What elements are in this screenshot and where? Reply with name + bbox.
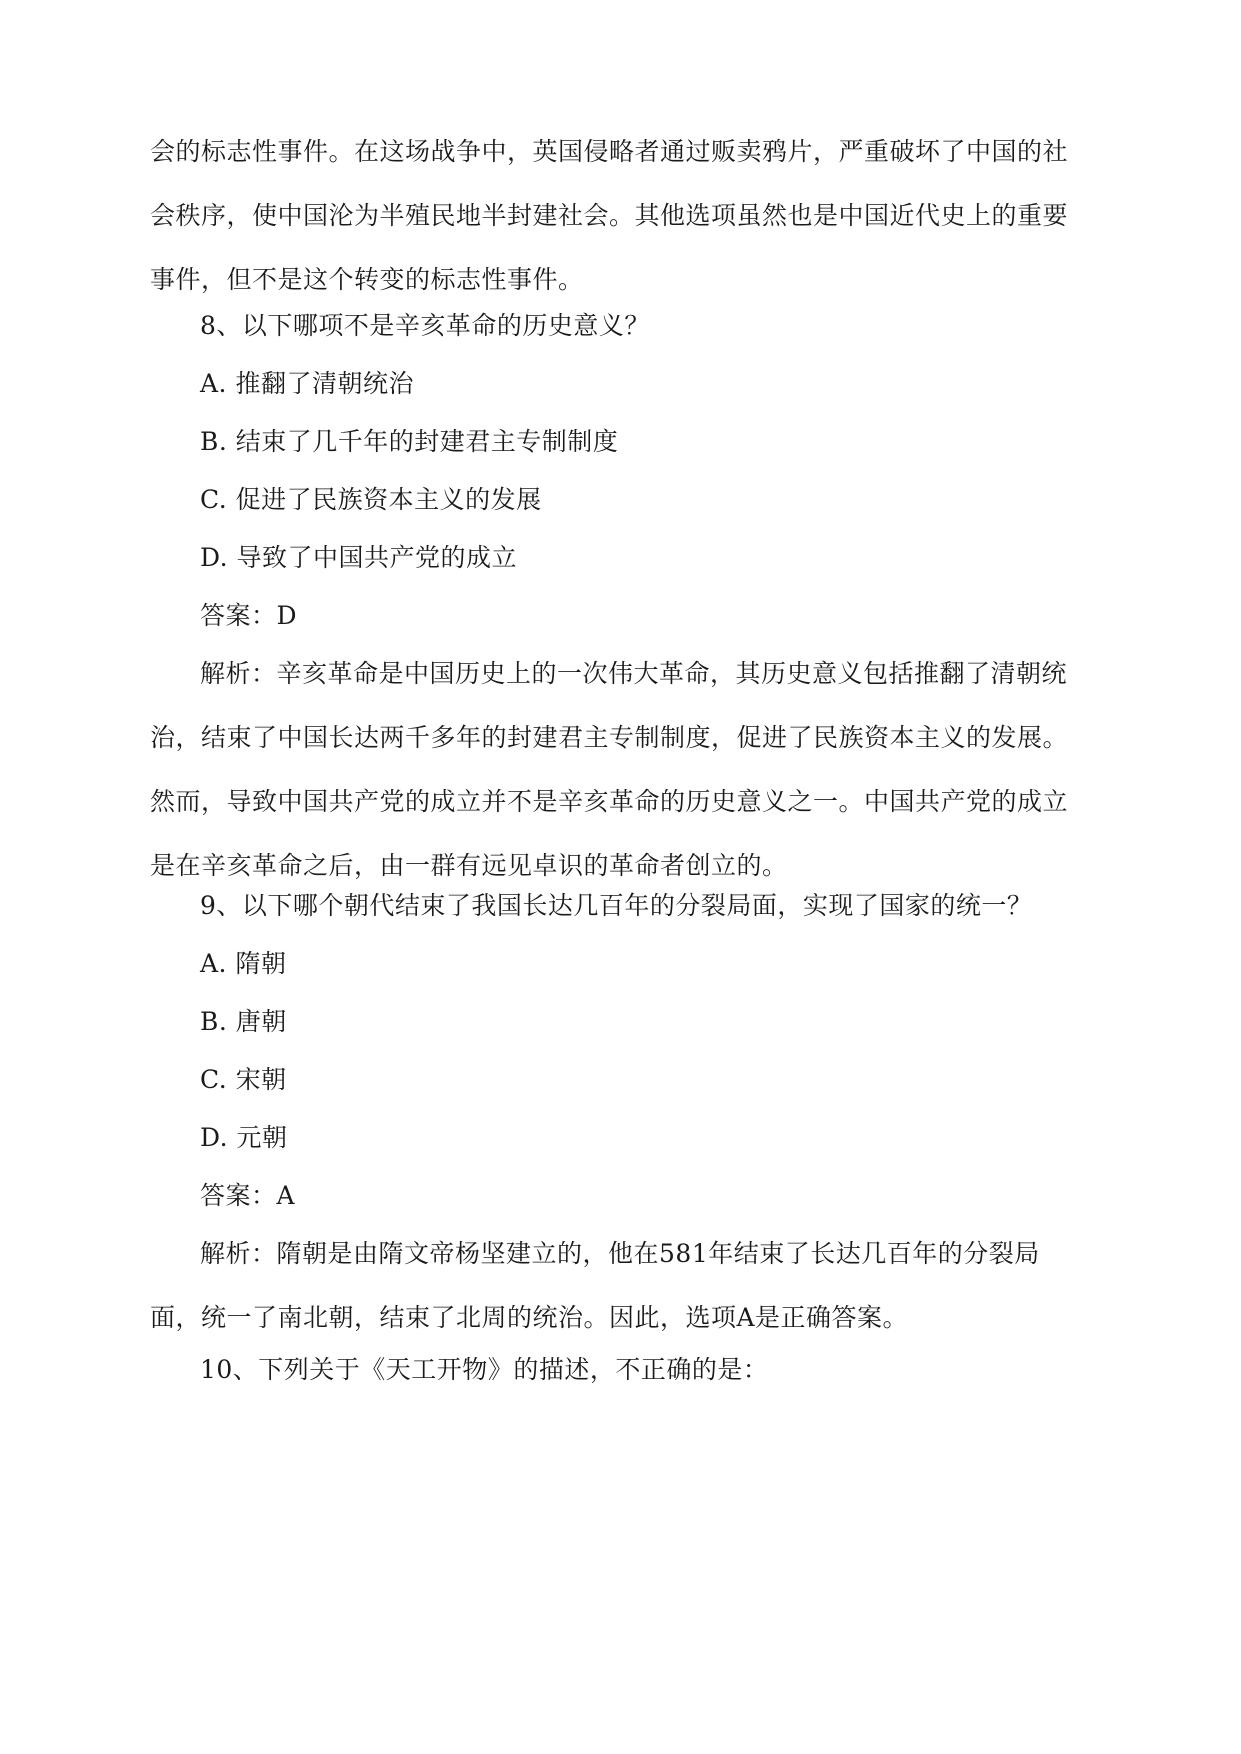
q8-option-c: C. 促进了民族资本主义的发展 bbox=[200, 485, 542, 514]
question-10: 10、下列关于《天工开物》的描述，不正确的是： bbox=[200, 1355, 769, 1384]
question-9: 9、以下哪个朝代结束了我国长达几百年的分裂局面，实现了国家的统一？ bbox=[200, 891, 1033, 920]
q9-option-d: D. 元朝 bbox=[200, 1123, 288, 1152]
q9-option-a: A. 隋朝 bbox=[200, 949, 287, 978]
q8-analysis: 解析：辛亥革命是中国历史上的一次伟大革命，其历史意义包括推翻了清朝统治，结束了中国长达两千多年的封建君主专制制度，促进了民族资本主义的发展。然而，导致中国共产党的成立并不是辛亥革命的历史意义之一。中国共产党的成立是在辛亥革命之后，由一群有远见卓识的革命者创立的。 bbox=[150, 659, 1069, 880]
q8-answer: 答案：D bbox=[200, 601, 298, 630]
q8-option-d: D. 导致了中国共产党的成立 bbox=[200, 543, 518, 572]
q9-option-c: C. 宋朝 bbox=[200, 1065, 287, 1094]
q9-analysis: 解析：隋朝是由隋文帝杨坚建立的，他在581年结束了长达几百年的分裂局面，统一了南北朝，结束了北周的统治。因此，选项A是正确答案。 bbox=[150, 1239, 1040, 1332]
q9-answer: 答案：A bbox=[200, 1181, 296, 1210]
q9-option-b: B. 唐朝 bbox=[200, 1007, 287, 1036]
question-8: 8、以下哪项不是辛亥革命的历史意义？ bbox=[200, 311, 650, 340]
q8-option-a: A. 推翻了清朝统治 bbox=[200, 369, 414, 398]
continued-paragraph: 会的标志性事件。在这场战争中，英国侵略者通过贩卖鸦片，严重破坏了中国的社会秩序，使中国沦为半殖民地半封建社会。其他选项虽然也是中国近代史上的重要事件，但不是这个转变的标志性事件。 bbox=[150, 137, 1069, 294]
q8-option-b: B. 结束了几千年的封建君主专制制度 bbox=[200, 427, 619, 456]
